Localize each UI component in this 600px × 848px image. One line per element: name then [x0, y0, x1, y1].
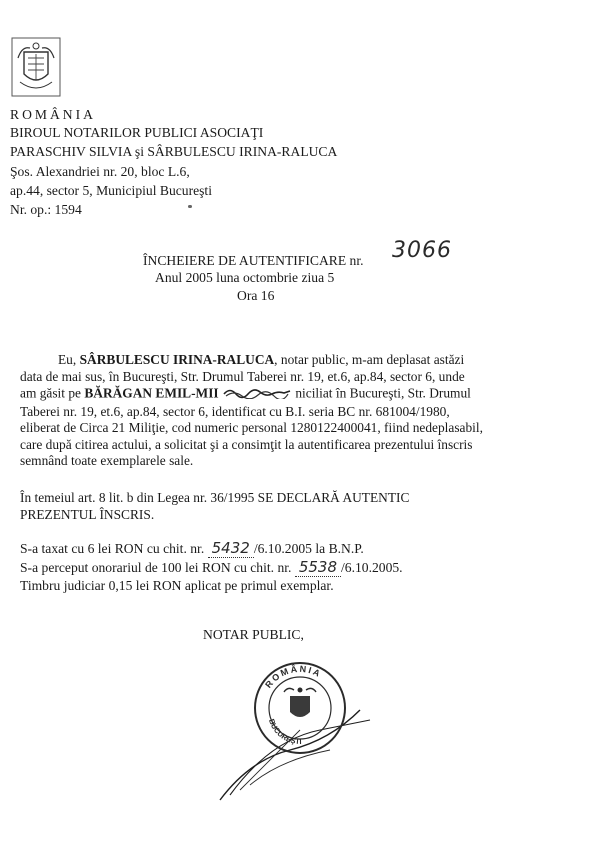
fee1-date: /6.10.2005 la B.N.P. [253, 541, 364, 556]
p1-line3-start: am găsit pe [20, 385, 81, 401]
authentication-paragraph [20, 352, 510, 470]
notary-signature-label: NOTAR PUBLIC, [203, 627, 304, 642]
fee-line-1 [20, 540, 364, 558]
svg-text:ROMÂNIA [263, 663, 323, 690]
coat-of-arms-emblem [10, 36, 62, 98]
p2-line2: PREZENTUL ÎNSCRIS. [20, 506, 155, 522]
p1-line6: care după citirea actului, a solicitat şi a consimţit la autentificarea prezentului înscris [20, 436, 473, 452]
p1-line4: Taberei nr. 19, et.6, ap.84, sector 6, identificat cu B.I. seria BC nr. 681004/1980, [20, 403, 450, 419]
p1-line2: data de mai sus, în Bucureşti, Str. Drumul Taberei nr. 19, et.6, ap.84, sector 6, unde [20, 368, 465, 384]
declaration-paragraph [20, 490, 510, 523]
fee1-text: S-a taxat cu 6 lei RON cu chit. nr. [20, 541, 205, 556]
stray-mark [188, 205, 192, 208]
address-line-2: ap.44, sector 5, Municipiul Bucureşti [10, 183, 212, 198]
fee2-date: /6.10.2005. [341, 560, 403, 575]
office-name: BIROUL NOTARILOR PUBLICI ASOCIAŢI [10, 125, 264, 140]
country-heading: ROMÂNIA [10, 107, 96, 122]
p1-line7: semnând toate exemplarele sale. [20, 453, 194, 468]
handwritten-act-number: 3066 [392, 238, 452, 263]
fee2-receipt-number: 5538 [295, 559, 341, 577]
party-name: BĂRĂGAN EMIL-MII [84, 385, 219, 401]
notary-seal [252, 660, 348, 756]
fee-line-2 [20, 559, 403, 577]
seal-city-text: BUCUREŞTI [267, 717, 302, 747]
p2-line1: În temeiul art. 8 lit. b din Legea nr. 36/1995 SE DECLARĂ AUTENTIC [20, 490, 410, 505]
fee2-text: S-a perceput onorariul de 100 lei RON cu chit. nr. [20, 560, 292, 575]
notary-name: SÂRBULESCU IRINA-RALUCA [79, 352, 275, 367]
svg-text:BUCUREŞTI [267, 718, 302, 746]
address-line-1: Şos. Alexandriei nr. 20, bloc L.6, [10, 164, 190, 179]
document-title: ÎNCHEIERE DE AUTENTIFICARE nr. [143, 253, 364, 268]
operator-number: Nr. op.: 1594 [10, 202, 82, 217]
stamp-duty-line: Timbru judiciar 0,15 lei RON aplicat pe primul exemplar. [20, 578, 334, 593]
p1-line1-rest: , notar public, m-am deplasat astăzi [274, 352, 465, 367]
hour-line: Ora 16 [237, 288, 275, 303]
date-line: Anul 2005 luna octombrie ziua 5 [155, 270, 335, 285]
notaries-names: PARASCHIV SILVIA şi SÂRBULESCU IRINA-RALUCA [10, 144, 338, 159]
redaction-scribble [222, 385, 292, 404]
fee1-receipt-number: 5432 [208, 540, 254, 558]
p1-line5: eliberat de Circa 21 Miliţie, cod numeric personal 1280122400041, fiind nedeplasabil, [20, 420, 483, 435]
p1-line3-rest: niciliat în Bucureşti, Str. Drumul [295, 385, 471, 401]
p1-intro: Eu, [58, 352, 77, 367]
seal-country-text: ROMÂNIA [263, 663, 324, 690]
